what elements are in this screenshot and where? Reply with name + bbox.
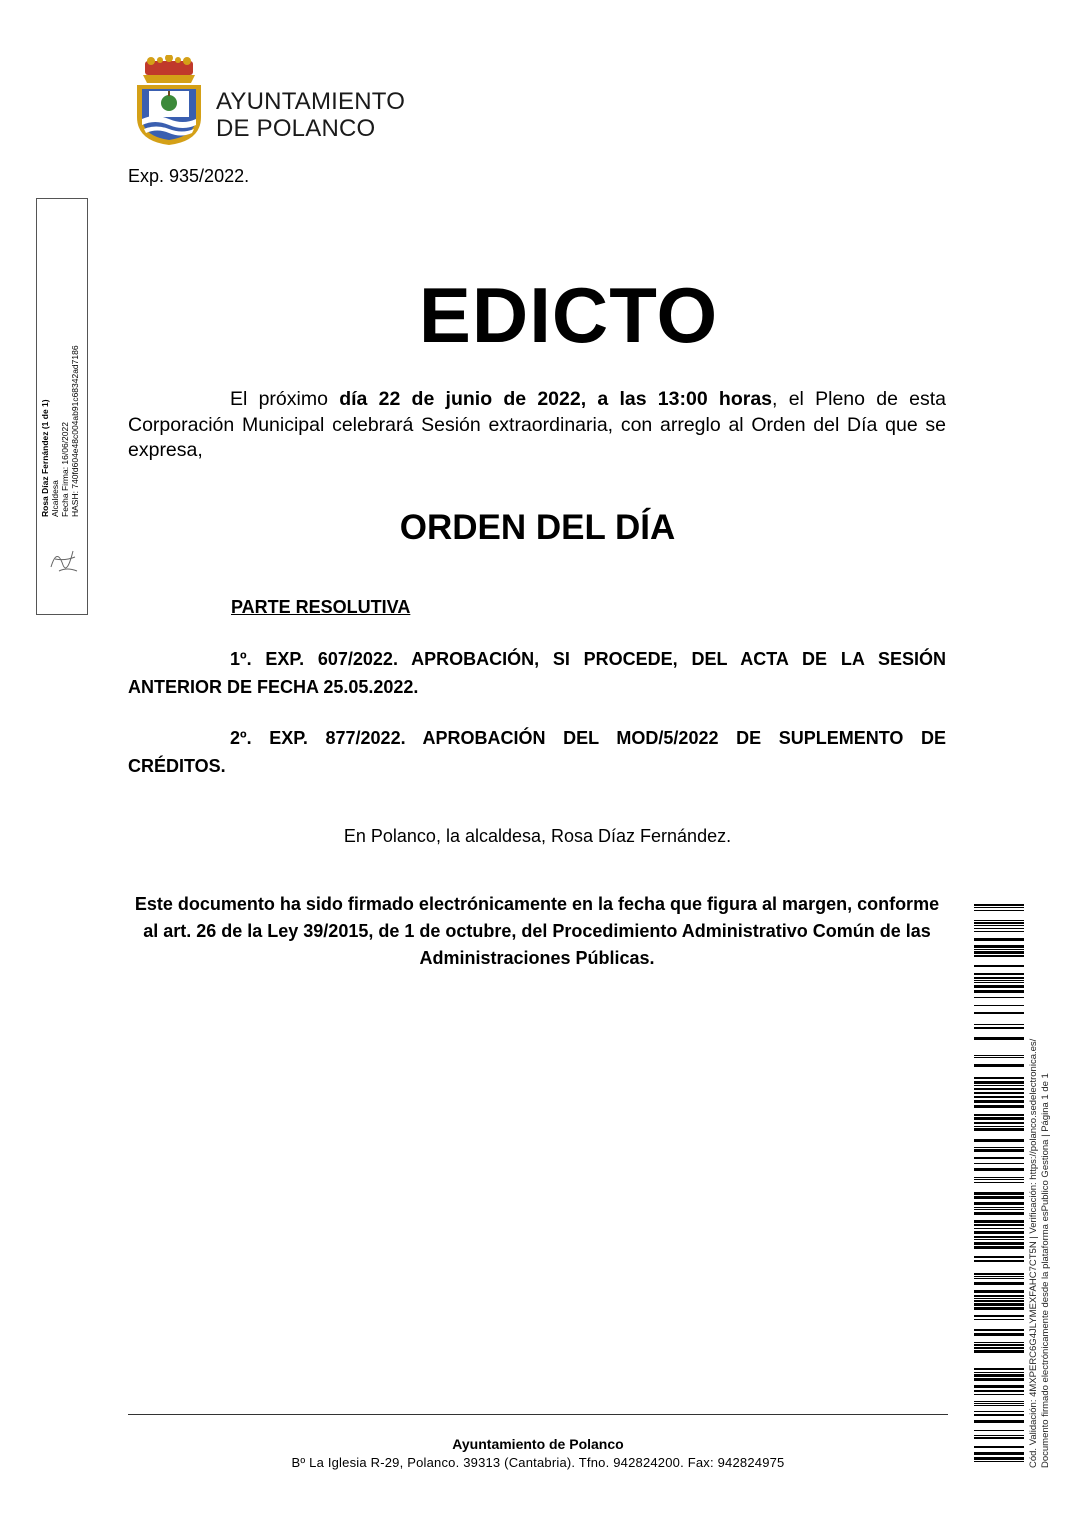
agenda-item (128, 645, 946, 701)
intro-date: día 22 de junio de 2022, a las 13:00 horas (339, 388, 773, 410)
signer-role: Alcaldesa (50, 480, 60, 517)
agenda-item-2: 2º. EXP. 877/2022. APROBACIÓN DEL MOD/5/2022 DE SUPLEMENTO DE CRÉDITOS. (128, 728, 946, 776)
footer-name: Ayuntamiento de Polanco (452, 1436, 624, 1452)
footer-address: Bº La Iglesia R-29, Polanco. 39313 (Cantabria). Tfno. 942824200. Fax: 942824975 (291, 1455, 785, 1470)
agenda-item-1: 1º. EXP. 607/2022. APROBACIÓN, SI PROCEDE, DEL ACTA DE LA SESIÓN ANTERIOR DE FECHA 25.05.2022. (128, 649, 946, 697)
signed-by: En Polanco, la alcaldesa, Rosa Díaz Fernández. (343, 826, 732, 846)
signature-date: Fecha Firma: 16/06/2022 (60, 422, 70, 517)
section-heading: PARTE RESOLUTIVA (231, 597, 411, 617)
electronic-signature-notice: Este documento ha sido firmado electrónicamente en la fecha que figura al margen, conforme al art. 26 de la Ley 39/2015, de 1 de octubre, del Procedimiento Administrativo Común de las Administraciones Públicas. (134, 894, 940, 968)
org-line-2: DE POLANCO (216, 115, 376, 142)
signature-hash: HASH: 740fd604e48c004ab91c68342ad7186 (70, 345, 80, 517)
signature-text (40, 217, 80, 517)
document-title: EDICTO (418, 271, 719, 359)
validation-line-1: Cód. Validación: 4MXPERC6G4JLYMEXFAHC7CT5N | Verificación: https://polanco.sedelectronica.es/ (1028, 1038, 1039, 1468)
org-line-1: AYUNTAMIENTO (216, 88, 406, 115)
coat-of-arms-icon (131, 55, 207, 147)
validation-line-2: Documento firmado electrónicamente desde la plataforma esPublico Gestiona | Página 1 de 1 (1040, 1073, 1051, 1468)
expedient-number: Exp. 935/2022. (128, 166, 250, 186)
intro-paragraph (128, 387, 946, 464)
signer-name: Rosa Díaz Fernández (1 de 1) (40, 399, 50, 517)
signature-box (36, 198, 88, 615)
intro-post: , el Pleno de esta Corporación Municipal celebrará Sesión extraordinaria, con arreglo al Orden del Día que se expresa, (128, 388, 947, 461)
organization-name (216, 88, 405, 142)
validation-text (1028, 1039, 1052, 1468)
barcode-icon (974, 904, 1024, 1466)
agenda-item (128, 724, 946, 780)
footer-divider (128, 1414, 948, 1415)
agenda-title (0, 508, 1075, 548)
agenda-title-text: ORDEN DEL DÍA (399, 508, 676, 547)
intro-pre: El próximo (230, 388, 340, 410)
